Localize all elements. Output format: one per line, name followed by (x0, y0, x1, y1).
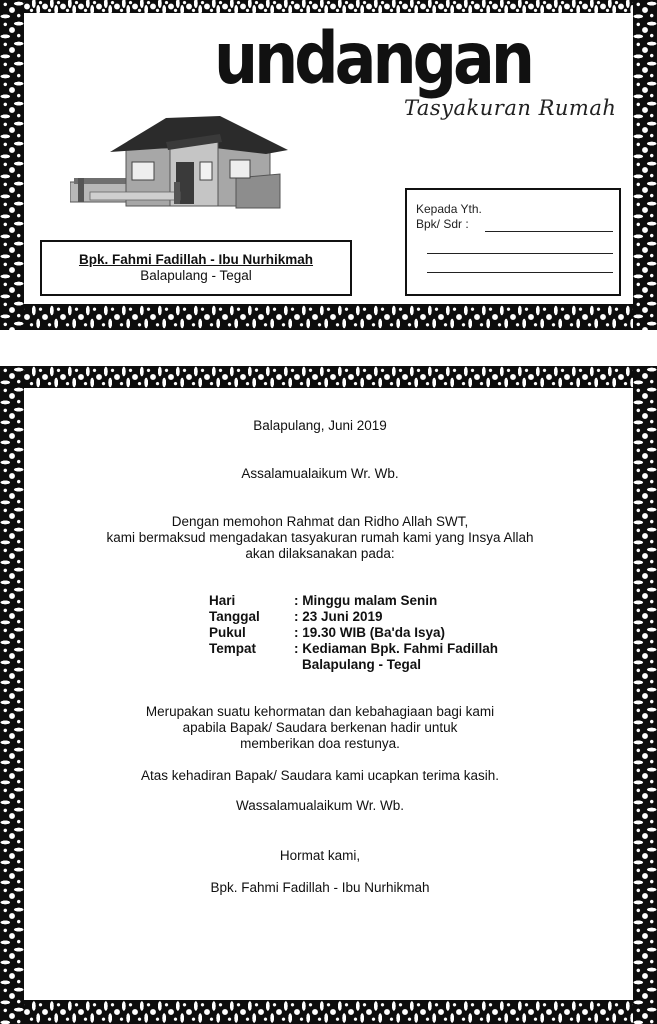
detail-label: Tanggal (209, 609, 260, 624)
cover-top-border (0, 0, 657, 13)
detail-label: Pukul (209, 625, 246, 640)
letter-top-border (0, 366, 657, 388)
letter-closing: Wassalamualaikum Wr. Wb. (235, 798, 405, 813)
letter-honor-line-3: memberikan doa restunya. (240, 736, 400, 751)
invitation-subtitle: Tasyakuran Rumah (404, 96, 617, 120)
letter-place-date: Balapulang, Juni 2019 (253, 418, 387, 433)
letter-bottom-border (0, 1000, 657, 1024)
recipient-box (405, 188, 621, 296)
detail-value: : 19.30 WIB (Ba'da Isya) (294, 625, 446, 640)
invitation-cover (0, 0, 657, 330)
detail-value-continued: Balapulang - Tegal (302, 657, 422, 672)
recipient-name-label: Bpk/ Sdr : (416, 217, 469, 231)
detail-value: : 23 Juni 2019 (294, 609, 383, 624)
recipient-address-line-1 (427, 253, 613, 254)
letter-honor-line-2: apabila Bapak/ Saudara berkenan hadir untuk (182, 720, 458, 735)
recipient-label: Kepada Yth. (416, 202, 482, 216)
host-place: Balapulang - Tegal (140, 268, 252, 283)
detail-label: Tempat (209, 641, 257, 656)
letter-intro-line-1: Dengan memohon Rahmat dan Ridho Allah SWT, (171, 514, 469, 529)
invitation-title: undangan (214, 16, 531, 101)
invitation-letter (0, 366, 657, 1024)
cover-bottom-border (0, 304, 657, 330)
cover-right-border (633, 0, 657, 330)
host-names: Bpk. Fahmi Fadillah - Ibu Nurhikmah (78, 252, 314, 267)
letter-greeting: Assalamualaikum Wr. Wb. (241, 466, 399, 481)
letter-thanks: Atas kehadiran Bapak/ Saudara kami ucapkan terima kasih. (141, 768, 499, 783)
recipient-address-line-2 (427, 272, 613, 273)
house-illustration (70, 112, 295, 212)
letter-regards: Hormat kami, (279, 848, 361, 863)
letter-right-border (633, 366, 657, 1024)
recipient-name-line (485, 231, 613, 232)
detail-label: Hari (209, 593, 236, 608)
letter-honor-line-1: Merupakan suatu kehormatan dan kebahagiaan bagi kami (145, 704, 495, 719)
letter-signature: Bpk. Fahmi Fadillah - Ibu Nurhikmah (210, 880, 430, 895)
letter-intro-line-2: kami bermaksud mengadakan tasyakuran rumah kami yang Insya Allah (106, 530, 534, 545)
detail-value: : Minggu malam Senin (294, 593, 438, 608)
cover-left-border (0, 0, 24, 330)
host-name-box (40, 240, 352, 296)
detail-value: : Kediaman Bpk. Fahmi Fadillah (294, 641, 499, 656)
letter-left-border (0, 366, 24, 1024)
letter-intro-line-3: akan dilaksanakan pada: (245, 546, 395, 561)
